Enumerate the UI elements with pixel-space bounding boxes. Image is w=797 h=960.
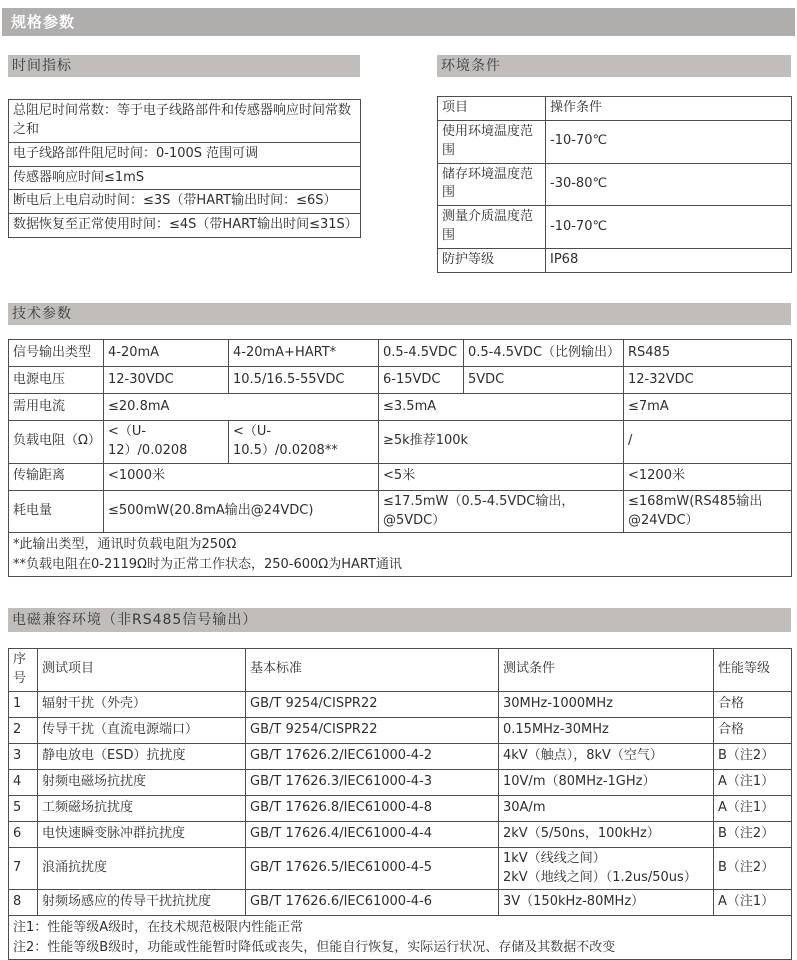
table-cell: 4: [9, 769, 38, 795]
table-cell: 储存环境温度范围: [438, 163, 546, 206]
table-cell: A（注1）: [714, 769, 792, 795]
table-cell: B（注2）: [714, 821, 792, 847]
table-cell: ≤3.5mA: [379, 394, 624, 421]
table-row: [438, 163, 792, 206]
table-cell: 耗电量: [9, 490, 104, 533]
table-cell: 4-20mA+HART*: [229, 340, 379, 367]
table-cell: 需用电流: [9, 394, 104, 421]
table-cell: ≤500mW(20.8mA输出@24VDC): [104, 490, 379, 533]
table-row: [9, 743, 792, 769]
table-row: [9, 769, 792, 795]
table-row: [9, 166, 361, 190]
table-row: [9, 421, 792, 464]
table-row: [9, 100, 361, 143]
technical-table: [8, 339, 792, 577]
column-header: 序号: [9, 649, 38, 692]
table-cell: 8: [9, 890, 38, 916]
column-header: 项目: [438, 97, 546, 121]
table-cell: 传导干扰（直流电源端口）: [38, 717, 246, 743]
table-cell: 静电放电（ESD）抗扰度: [38, 743, 246, 769]
table-cell: GB/T 17626.3/IEC61000-4-3: [246, 769, 499, 795]
table-row: [9, 340, 792, 367]
table-row: [9, 691, 792, 717]
table-cell: 断电后上电启动时间：≤3S（带HART输出时间：≤6S）: [9, 190, 361, 214]
table-row: [9, 142, 361, 166]
table-header-row: [438, 97, 792, 121]
table-cell: GB/T 9254/CISPR22: [246, 691, 499, 717]
table-cell: 合格: [714, 717, 792, 743]
table-cell: 30A/m: [499, 795, 714, 821]
column-header: 测试条件: [499, 649, 714, 692]
table-cell: -10-70℃: [546, 206, 792, 249]
column-header: 基本标准: [246, 649, 499, 692]
table-row: [9, 847, 792, 890]
table-cell: 总阻尼时间常数：等于电子线路部件和传感器响应时间常数之和: [9, 100, 361, 143]
table-row: [9, 190, 361, 214]
table-row: [9, 821, 792, 847]
table-row: [9, 795, 792, 821]
table-row: [9, 367, 792, 394]
section-title-environment: 环境条件: [437, 55, 791, 77]
page-title: 规格参数: [2, 8, 795, 36]
table-cell: 负载电阻（Ω）: [9, 421, 104, 464]
table-cell: 30MHz-1000MHz: [499, 691, 714, 717]
table-cell: 工频磁场抗扰度: [38, 795, 246, 821]
table-cell: 信号输出类型: [9, 340, 104, 367]
column-header: 性能等级: [714, 649, 792, 692]
table-footnote: 注1：性能等级A级时，在技术规范极限内性能正常 注2：性能等级B级时，功能或性能暂时降低或丧失，但能自行恢复，实际运行状况、存储及其数据不改变: [9, 916, 792, 960]
table-footnote-row: [9, 533, 792, 577]
table-cell: 12-30VDC: [104, 367, 229, 394]
table-cell: <（U-10.5）/0.0208**: [229, 421, 379, 464]
table-cell: 电源电压: [9, 367, 104, 394]
section-title-emc: 电磁兼容环境（非RS485信号输出）: [8, 608, 791, 632]
table-row: [438, 120, 792, 163]
table-cell: GB/T 17626.4/IEC61000-4-4: [246, 821, 499, 847]
table-cell: RS485: [624, 340, 792, 367]
table-cell: 0.5-4.5VDC: [379, 340, 464, 367]
table-cell: 1: [9, 691, 38, 717]
table-cell: 射频电磁场抗扰度: [38, 769, 246, 795]
table-cell: ≤168mW(RS485输出@24VDC）: [624, 490, 792, 533]
table-cell: 0.5-4.5VDC（比例输出）: [464, 340, 624, 367]
emc-table: [8, 648, 792, 960]
table-cell: 0.15MHz-30MHz: [499, 717, 714, 743]
table-cell: 防护等级: [438, 248, 546, 272]
table-cell: 5VDC: [464, 367, 624, 394]
table-cell: ≤20.8mA: [104, 394, 379, 421]
table-cell: A（注1）: [714, 795, 792, 821]
table-cell: 6: [9, 821, 38, 847]
table-cell: GB/T 17626.5/IEC61000-4-5: [246, 847, 499, 890]
table-cell: -10-70℃: [546, 120, 792, 163]
table-footnote: *此输出类型，通讯时负载电阻为250Ω **负载电阻在0-2119Ω时为正常工作状态，250-600Ω为HART通讯: [9, 533, 792, 577]
table-cell: 合格: [714, 691, 792, 717]
table-cell: 10V/m（80MHz-1GHz）: [499, 769, 714, 795]
table-cell: 12-32VDC: [624, 367, 792, 394]
section-title-time: 时间指标: [8, 55, 360, 77]
table-cell: ≥5k推荐100k: [379, 421, 624, 464]
table-row: [9, 717, 792, 743]
table-cell: GB/T 17626.2/IEC61000-4-2: [246, 743, 499, 769]
table-cell: B（注2）: [714, 847, 792, 890]
table-row: [9, 214, 361, 238]
table-cell: 电子线路部件阻尼时间：0-100S 范围可调: [9, 142, 361, 166]
time-table: [8, 99, 361, 238]
table-cell: 3V（150kHz-80MHz）: [499, 890, 714, 916]
table-header-row: [9, 649, 792, 692]
table-cell: B（注2）: [714, 743, 792, 769]
table-cell: 传输距离: [9, 463, 104, 490]
table-row: [438, 248, 792, 272]
table-cell: GB/T 17626.8/IEC61000-4-8: [246, 795, 499, 821]
table-cell: A（注1）: [714, 890, 792, 916]
table-cell: 数据恢复至正常使用时间：≤4S（带HART输出时间≤31S）: [9, 214, 361, 238]
table-row: [438, 206, 792, 249]
table-row: [9, 394, 792, 421]
column-header: 操作条件: [546, 97, 792, 121]
table-cell: 5: [9, 795, 38, 821]
table-footnote-row: [9, 916, 792, 960]
table-cell: 测量介质温度范围: [438, 206, 546, 249]
section-title-technical: 技术参数: [8, 303, 791, 325]
table-cell: IP68: [546, 248, 792, 272]
table-cell: GB/T 9254/CISPR22: [246, 717, 499, 743]
table-cell: GB/T 17626.6/IEC61000-4-6: [246, 890, 499, 916]
table-cell: 浪涌抗扰度: [38, 847, 246, 890]
table-cell: 电快速瞬变脉冲群抗扰度: [38, 821, 246, 847]
table-cell: -30-80℃: [546, 163, 792, 206]
table-cell: 射频场感应的传导干扰抗扰度: [38, 890, 246, 916]
table-cell: 1kV（线线之间） 2kV（地线之间）（1.2us/50us）: [499, 847, 714, 890]
table-cell: 4-20mA: [104, 340, 229, 367]
table-row: [9, 463, 792, 490]
table-cell: 辐射干扰（外壳）: [38, 691, 246, 717]
table-cell: 2kV（5/50ns，100kHz）: [499, 821, 714, 847]
table-cell: ≤17.5mW（0.5-4.5VDC输出，@5VDC）: [379, 490, 624, 533]
table-row: [9, 490, 792, 533]
column-header: 测试项目: [38, 649, 246, 692]
table-cell: 3: [9, 743, 38, 769]
table-cell: ≤7mA: [624, 394, 792, 421]
environment-table: [437, 96, 792, 273]
table-cell: <（U-12）/0.0208: [104, 421, 229, 464]
table-cell: <1000米: [104, 463, 379, 490]
table-cell: 4kV（触点），8kV（空气）: [499, 743, 714, 769]
table-row: [9, 890, 792, 916]
table-cell: <1200米: [624, 463, 792, 490]
table-cell: 10.5/16.5-55VDC: [229, 367, 379, 394]
table-cell: <5米: [379, 463, 624, 490]
table-cell: /: [624, 421, 792, 464]
table-cell: 7: [9, 847, 38, 890]
table-cell: 使用环境温度范围: [438, 120, 546, 163]
table-cell: 传感器响应时间≤1mS: [9, 166, 361, 190]
table-cell: 6-15VDC: [379, 367, 464, 394]
table-cell: 2: [9, 717, 38, 743]
